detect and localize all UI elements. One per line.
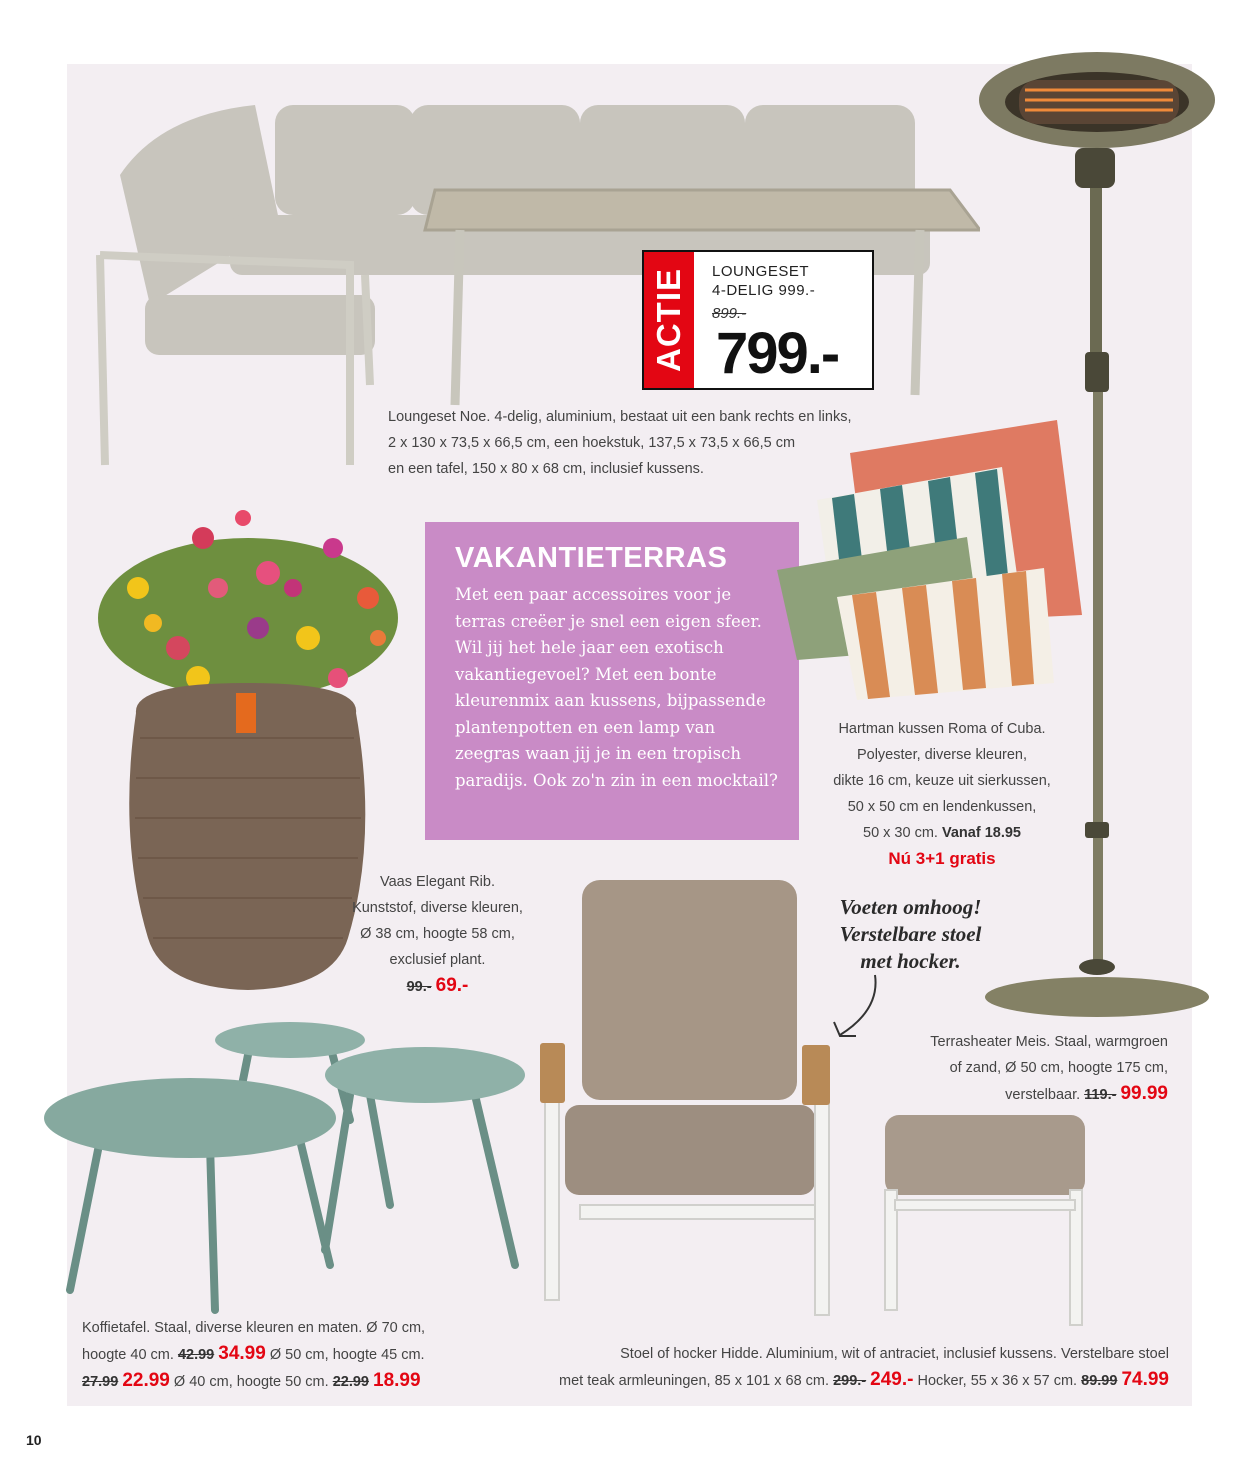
caption-line: 50 x 30 cm. (863, 825, 938, 841)
price: 34.99 (218, 1343, 266, 1364)
cushions-caption (812, 716, 1072, 872)
price: 18.99 (373, 1370, 421, 1391)
caption-line: Koffietafel. Staal, diverse kleuren en maten. Ø 70 cm, (82, 1320, 426, 1336)
caption-line: Ø 40 cm, hoogte 50 cm. (173, 1374, 329, 1390)
caption-line: en een tafel, 150 x 80 x 68 cm, inclusief kussens. (388, 461, 704, 477)
actie-label: ACTIE (650, 268, 687, 372)
old-price: 89.99 (1081, 1373, 1118, 1389)
label-line-2: 4-DELIG 999.- (712, 282, 816, 299)
offer-label: Nú 3+1 gratis (888, 849, 996, 868)
caption-line: Hartman kussen Roma of Cuba. (838, 721, 1046, 737)
caption-line: dikte 16 cm, keuze uit sierkussen, (833, 773, 1051, 789)
caption-line: 2 x 130 x 73,5 x 66,5 cm, een hoekstuk, 137,5 x 73,5 x 66,5 cm (388, 435, 796, 451)
caption-line: Hocker, 55 x 36 x 57 cm. (917, 1373, 1078, 1389)
caption-line: verstelbaar. (1005, 1087, 1081, 1103)
caption-line: Stoel of hocker Hidde. Aluminium, wit of antraciet, inclusief kussens. Verstelbare stoel (620, 1346, 1169, 1362)
loungeset-price-box (642, 250, 874, 390)
old-price: 42.99 (177, 1347, 215, 1363)
caption-line: Kunststof, diverse kleuren, (352, 900, 523, 916)
price: 69.- (435, 975, 469, 996)
price: 22.99 (122, 1370, 170, 1391)
callout-line: met hocker. (860, 949, 961, 973)
promo-title: VAKANTIETERRAS (455, 542, 728, 574)
callout-line: Voeten omhoog! (839, 895, 982, 919)
caption-line: Ø 50 cm, hoogte 45 cm. (269, 1347, 425, 1363)
caption-line: hoogte 40 cm. (82, 1347, 174, 1363)
caption-line: Polyester, diverse kleuren, (856, 747, 1028, 763)
price: 249.- (870, 1369, 914, 1390)
coffee-table-caption (82, 1315, 425, 1395)
caption-line: Vaas Elegant Rib. (380, 874, 495, 890)
actie-badge (644, 252, 694, 388)
caption-line: met teak armleuningen, 85 x 101 x 68 cm. (559, 1373, 830, 1389)
cushions-image (772, 415, 1092, 715)
from-price: Vanaf 18.95 (941, 825, 1021, 841)
old-price: 119.- (1084, 1087, 1117, 1103)
caption-line: of zand, Ø 50 cm, hoogte 175 cm, (949, 1060, 1168, 1076)
price: 74.99 (1121, 1369, 1169, 1390)
promo-text: Met een paar accessoires voor je terras creëer je snel een eigen sfeer. Wil jij het hele jaar een exotisch vakantiegevoel? Met een bonte kleurenmix aan kussens, bijpassende plantenpotten en een lamp van zeegras waan jij je in een tropisch paradijs. Ook zo'n zin in een mocktail? (455, 585, 778, 790)
chair-caption (483, 1341, 1169, 1394)
label-line-1: LOUNGESET (712, 263, 810, 280)
current-price: 799.- (716, 321, 839, 386)
was-price: 899.- (712, 305, 747, 322)
old-price: 22.99 (332, 1374, 369, 1390)
page-number: 10 (26, 1432, 42, 1448)
loungeset-label (712, 262, 815, 300)
coffee-tables-image (40, 1020, 530, 1320)
caption-line: 50 x 50 cm en lendenkussen, (847, 799, 1037, 815)
caption-line: exclusief plant. (389, 952, 486, 968)
caption-line: Ø 38 cm, hoogte 58 cm, (360, 926, 515, 942)
promo-box (425, 522, 799, 840)
old-price: 299.- (833, 1373, 867, 1389)
old-price: 99.- (406, 979, 432, 995)
price: 99.99 (1120, 1083, 1168, 1104)
chair-hocker-image (540, 875, 1110, 1335)
caption-line: Terrasheater Meis. Staal, warmgroen (930, 1034, 1168, 1050)
callout-line: Verstelbare stoel (839, 922, 982, 946)
old-price: 27.99 (82, 1374, 119, 1390)
vase-caption (330, 869, 545, 1000)
caption-line: Loungeset Noe. 4-delig, aluminium, bestaat uit een bank rechts en links, (388, 409, 852, 425)
